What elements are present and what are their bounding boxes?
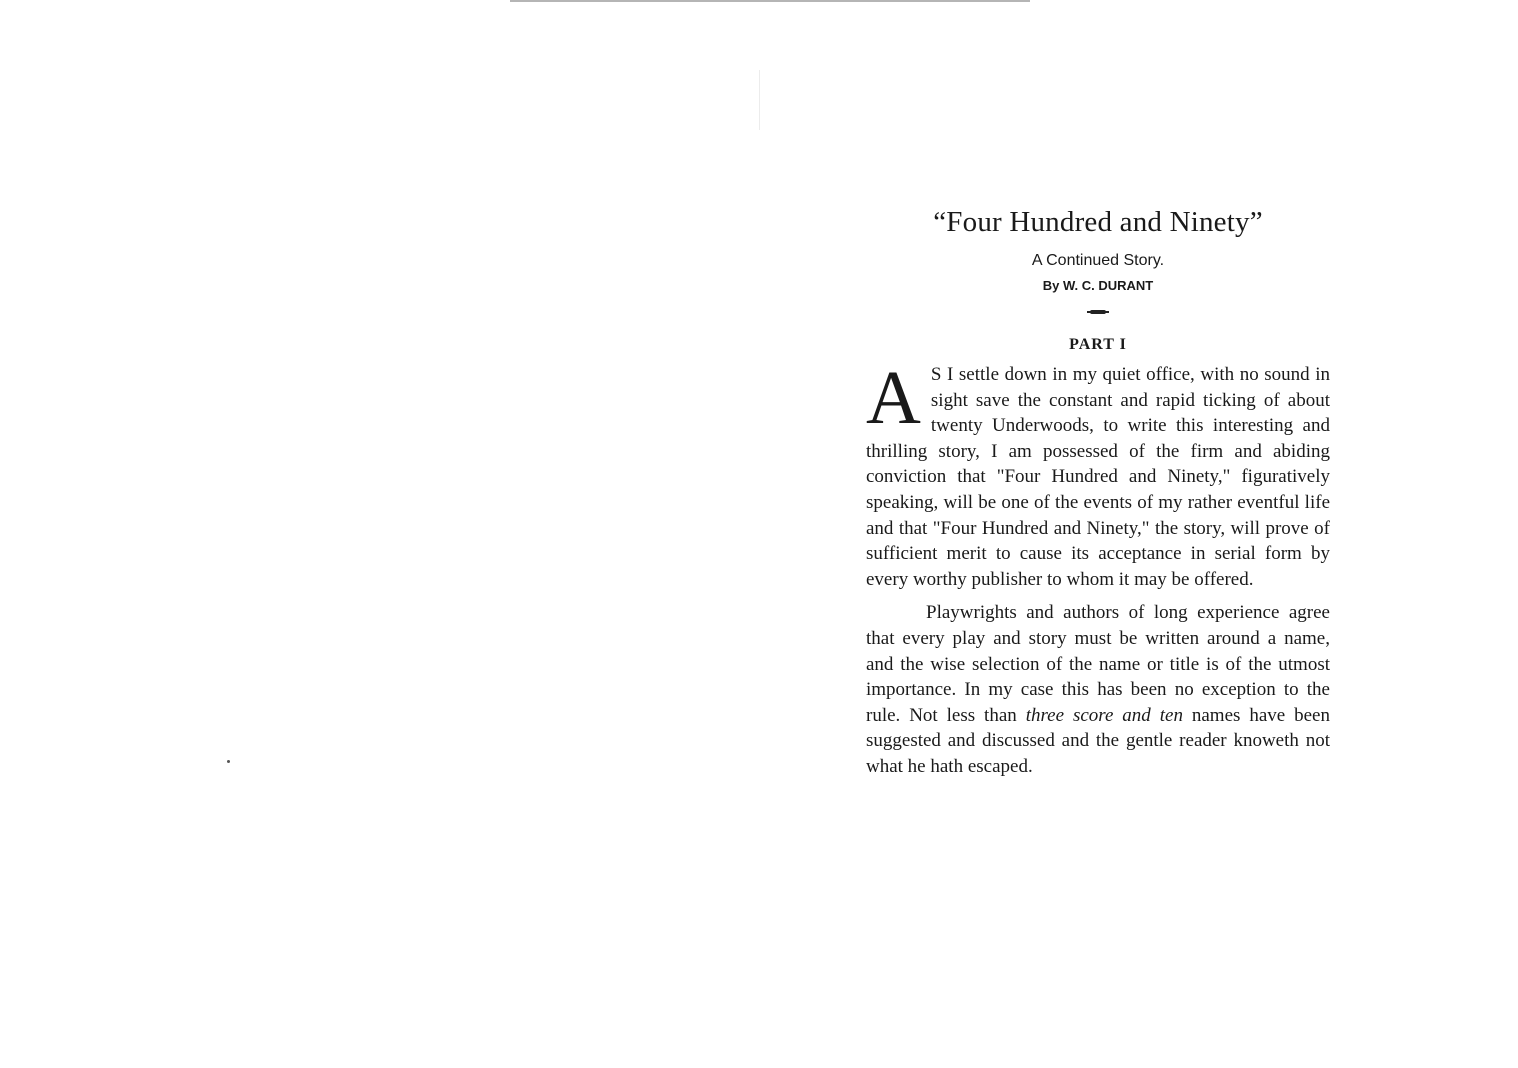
paragraph-2 xyxy=(866,600,1330,779)
page-fold-line xyxy=(759,70,760,130)
drop-cap: A xyxy=(866,356,921,440)
story-byline: By W. C. DURANT xyxy=(1042,278,1154,293)
paragraph-2-text-after: names have been suggested and discussed and the gentle reader knoweth not what he hath escaped. xyxy=(866,704,1330,777)
paragraph-1-text: S I settle down in my quiet office, with no sound in sight save the constant and rapid ticking of about twenty Underwoods, to write this interesting and thrilling story, I am possessed of the firm and abiding conviction that "Four Hundred and Ninety," figuratively speaking, will be one of the events of my rather eventful life and that "Four Hundred and Ninety," the story, will prove of sufficient merit to cause its acceptance in serial form by every worthy publisher to whom it may be offered. xyxy=(866,364,1330,590)
part-heading: PART I xyxy=(1069,336,1127,353)
paragraph-2-text-before: Playwrights and authors of long experience agree that every play and story must be written around a name, and the wise selection of the name or title is of the utmost importance. In my case this has been no exception to the rule. Not less than xyxy=(866,602,1330,726)
story-subtitle: A Continued Story. xyxy=(1031,252,1165,269)
scan-speck xyxy=(227,760,230,763)
paragraph-1 xyxy=(866,356,1330,592)
story-title: “Four Hundred and Ninety” xyxy=(933,206,1263,238)
paragraph-2-emphasis: three score and ten xyxy=(1025,704,1183,726)
right-page xyxy=(866,200,1330,780)
ornament-divider-icon xyxy=(1087,309,1109,315)
top-edge-rule xyxy=(510,0,1030,2)
